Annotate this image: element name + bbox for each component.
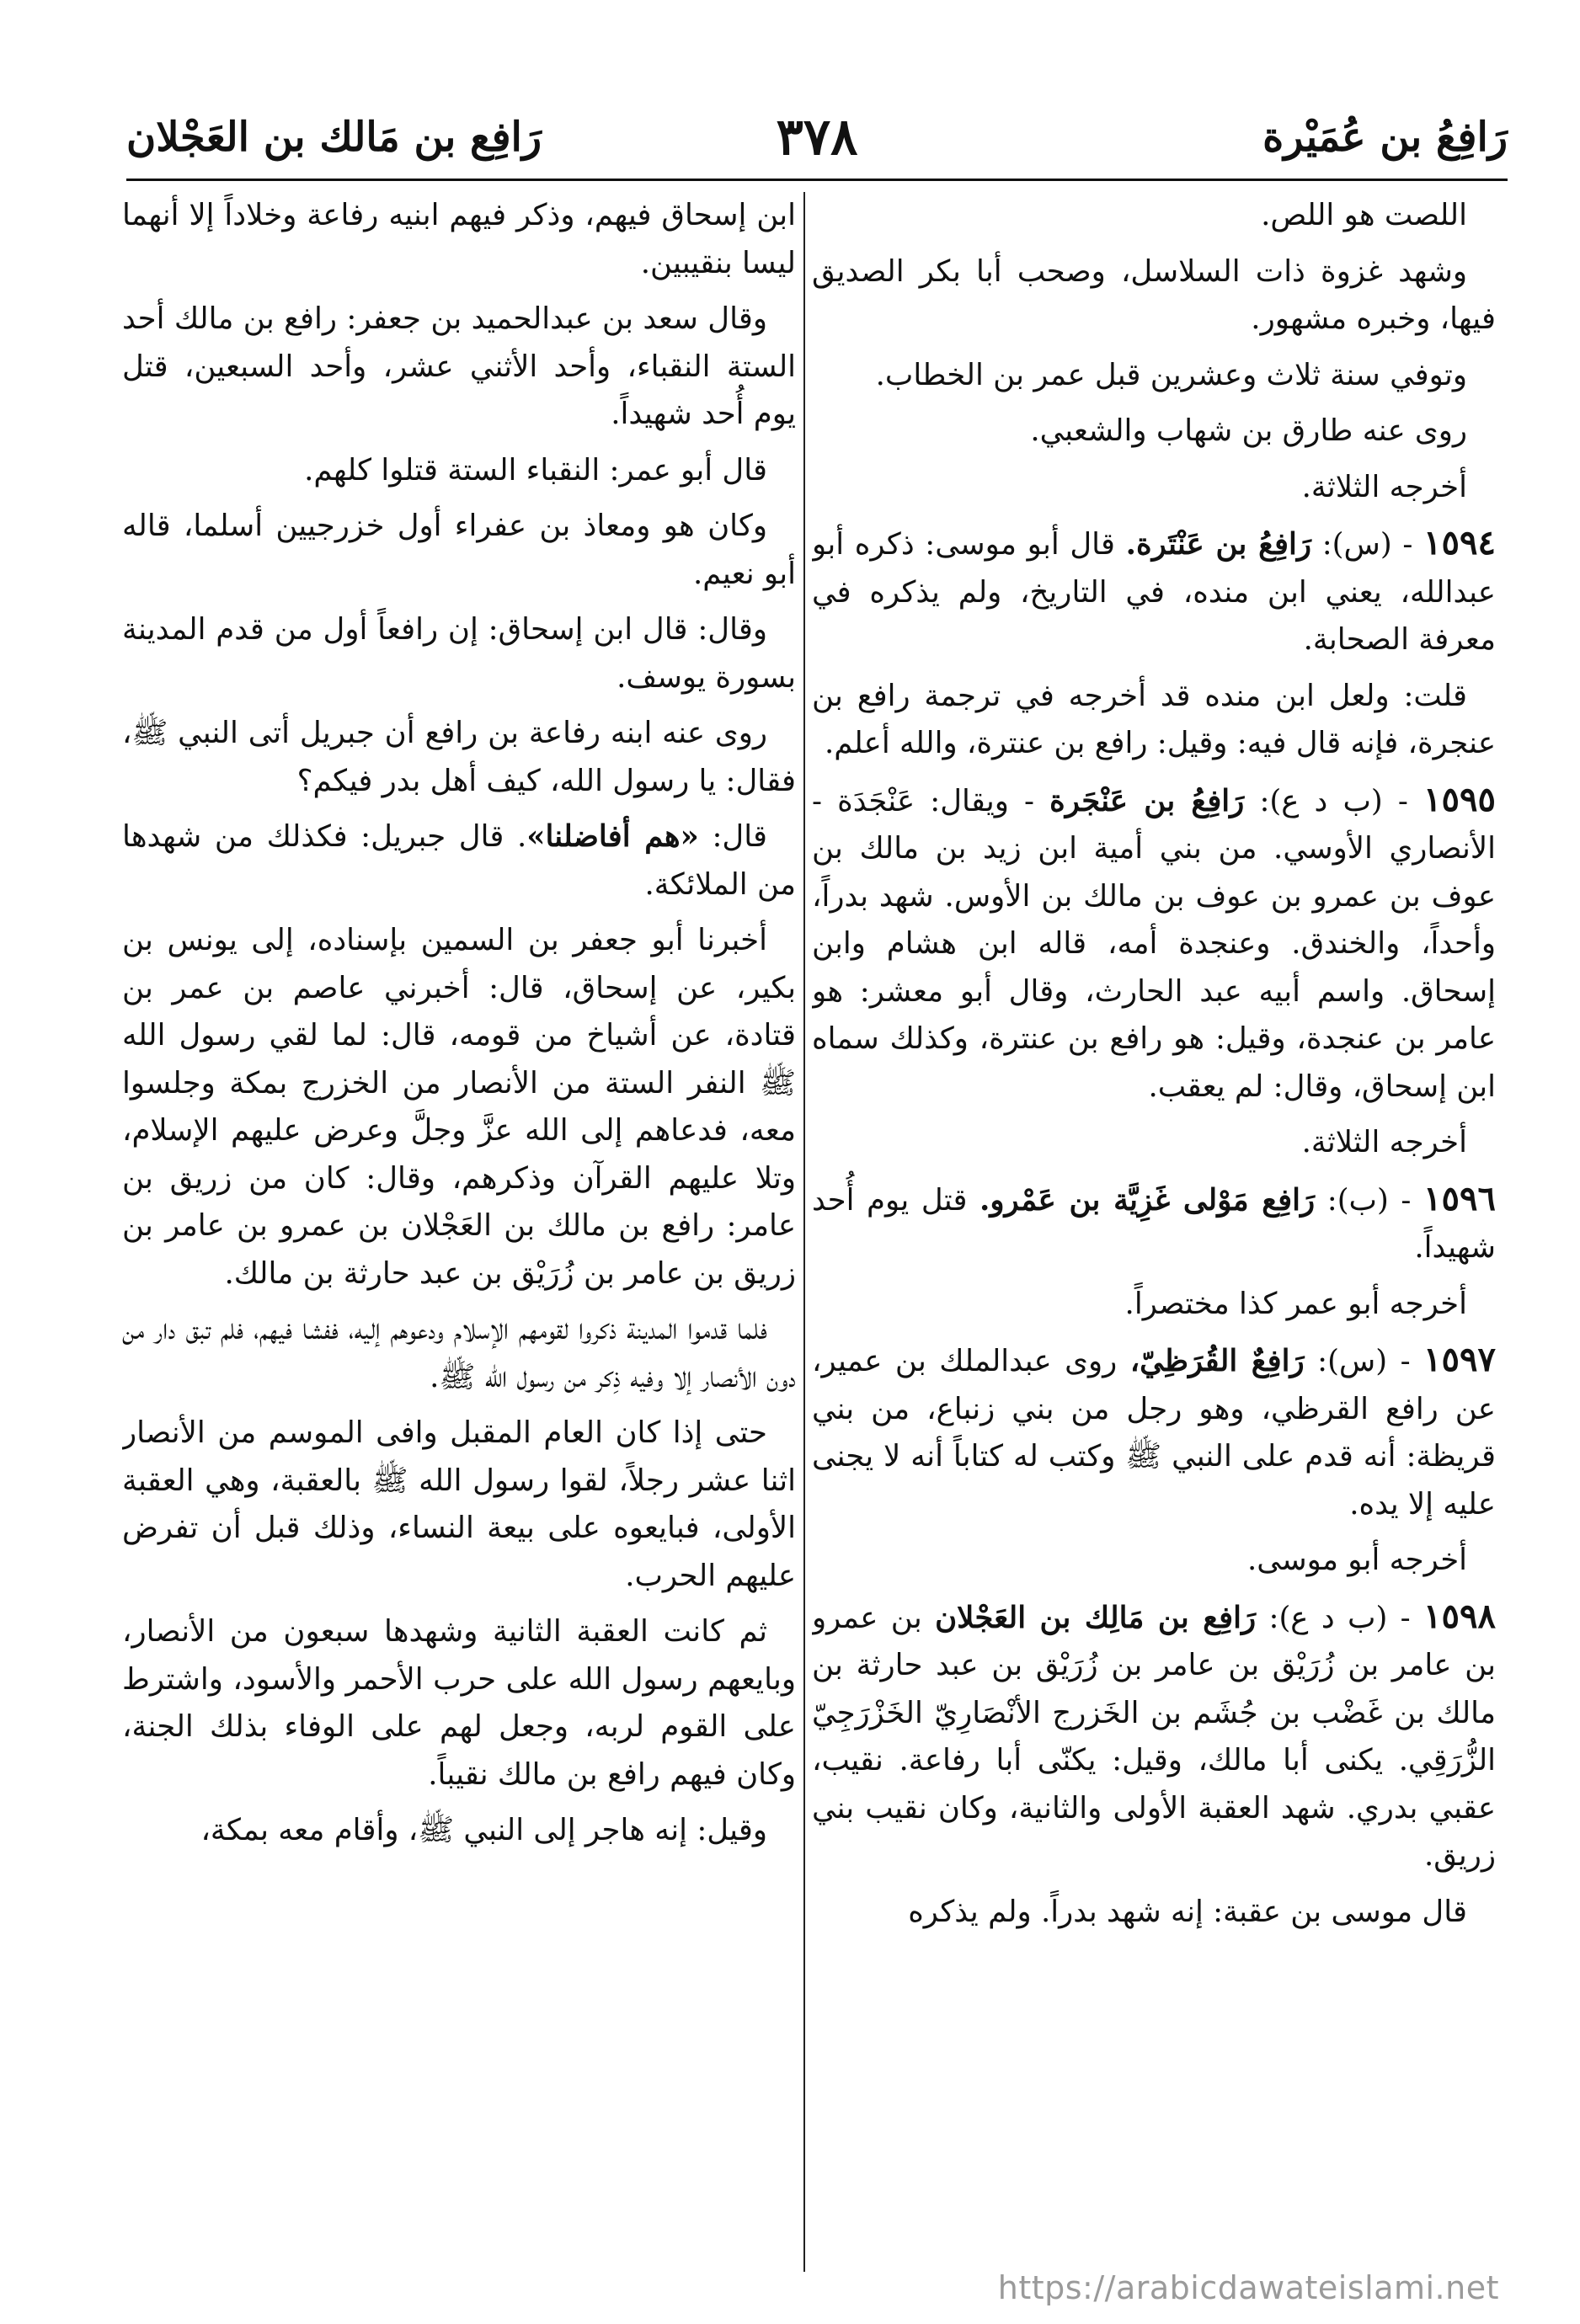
- page-number: ٣٧٨: [776, 108, 858, 167]
- entry-name: رَافِعُ بن عَنْتَرة.: [1125, 527, 1312, 562]
- paragraph: وقال: قال ابن إسحاق: إن رافعاً أول من قدم المدينة بسورة يوسف.: [122, 612, 796, 695]
- right-text-column: [812, 192, 1496, 2263]
- entry-number: ١٥٩٧: [1423, 1340, 1496, 1379]
- biography-entry: [812, 1593, 1496, 1880]
- entry-sigla: - (ب د ع):: [1268, 1600, 1411, 1635]
- paragraph: اللصت هو اللص.: [1261, 198, 1467, 232]
- paragraph: أخرجه الثلاثة.: [1301, 469, 1467, 504]
- paragraph: قال أبو عمر: النقباء الستة قتلوا كلهم.: [304, 452, 767, 488]
- paragraph: فلما قدموا المدينة ذكروا لقومهم الإسلام ودعوهم إليه، ففشا فيهم، فلم تبق دار من دون الأنصار إلا وفيه ذِكر من رسول الله ﷺ.: [122, 1312, 796, 1394]
- paragraph: روى عنه طارق بن شهاب والشعبي.: [1030, 413, 1467, 448]
- paragraph: أخبرنا أبو جعفر بن السمين بإسناده، إلى يونس بن بكير، عن إسحاق، قال: أخبرني عاصم بن عمر بن قتادة، عن أشياخ من قومه، قال: لما لقي رسول الله ﷺ النفر الستة من الأنصار من الخزرج بمكة وجلسوا معه، فدعاهم إلى الله عزَّ وجلَّ وعرض عليهم الإسلام، وتلا عليهم القرآن وذكرهم، وقال: كان من زريق بن عامر: رافع بن مالك بن العَجْلان بن عمرو بن عامر بن زريق بن عامر بن زُرَيْق بن عبد حارثة بن مالك.: [122, 923, 796, 1291]
- entry-number: ١٥٩٤: [1423, 523, 1496, 562]
- paragraph: حتى إذا كان العام المقبل وافى الموسم من الأنصار اثنا عشر رجلاً، لقوا رسول الله ﷺ بالعقبة، وهي العقبة الأولى، فبايعوه على بيعة النساء، وذلك قبل أن تفرض عليهم الحرب.: [122, 1415, 796, 1593]
- entry-name: رَافِع بن مَالِك بن العَجْلان: [935, 1600, 1257, 1635]
- entry-name: رَافِعُ بن عَنْجَرة: [1049, 783, 1245, 818]
- biography-entry: [812, 1336, 1496, 1528]
- hadith-quote: «هم أفاضلنا»: [526, 819, 699, 854]
- paragraph: أخرجه الثلاثة.: [1301, 1125, 1467, 1159]
- paragraph: [122, 813, 796, 909]
- entry-number: ١٥٩٦: [1423, 1178, 1496, 1218]
- entry-name: رَافِعٌ القُرَظِيّ،: [1129, 1344, 1305, 1378]
- paragraph: قلت: ولعل ابن منده قد أخرجه في ترجمة رافع بن عنجرة، فإنه قال فيه: وقيل: رافع بن عنترة، والله أعلم.: [812, 678, 1496, 760]
- paragraph: وقال سعد بن عبدالحميد بن جعفر: رافع بن مالك أحد الستة النقباء، وأحد الأثني عشر، وأحد السبعين، قتل يوم أُحد شهيداً.: [122, 301, 796, 431]
- header-right-title: رَافِعُ بن عُمَيْرة: [1262, 114, 1508, 161]
- column-divider: [803, 192, 805, 2272]
- entry-sigla: - (ب د ع):: [1259, 783, 1408, 818]
- paragraph: أخرجه أبو عمر كذا مختصراً.: [1124, 1286, 1467, 1321]
- entry-number: ١٥٩٥: [1423, 779, 1496, 819]
- biography-entry: [812, 776, 1496, 1111]
- entry-text: قال أبو موسى: ذكره أبو عبدالله، يعني ابن منده، في التاريخ، ولم يذكره في معرفة الصحابة.: [812, 527, 1496, 657]
- entry-name: رَافِع مَوْلى غَزِيَّة بن عَمْرو.: [979, 1182, 1316, 1218]
- entry-sigla: - (س):: [1317, 1344, 1411, 1378]
- entry-sigla: - (ب):: [1326, 1182, 1412, 1218]
- left-text-column: [122, 192, 796, 2263]
- paragraph: وقيل: إنه هاجر إلى النبي ﷺ، وأقام معه بمكة،: [200, 1813, 767, 1847]
- entry-text: بن عمرو بن عامر بن زُرَيْق بن عامر بن زُرَيْق بن عبد حارثة بن مالك بن غَضْب بن جُشَم بن الخَزرج الأنْصَارِيّ الخَزْرَجِيّ الزُّرَقِي. يكنى أبا مالك، وقيل: يكنّى أبا رفاعة. نقيب، عقبي بدري. شهد العقبة الأولى والثانية، وكان نقيب بني زريق.: [812, 1600, 1496, 1873]
- paragraph: وكان هو ومعاذ بن عفراء أول خزرجيين أسلما، قاله أبو نعيم.: [122, 509, 796, 591]
- entry-text: قتل يوم أُحد شهيداً.: [812, 1182, 1496, 1265]
- running-header: [126, 99, 1508, 175]
- paragraph: وتوفي سنة ثلاث وعشرين قبل عمر بن الخطاب.: [875, 357, 1467, 392]
- paragraph: روى عنه ابنه رفاعة بن رافع أن جبريل أتى النبي ﷺ، فقال: يا رسول الله، كيف أهل بدر فيكم؟: [122, 716, 796, 798]
- paragraph-text: . قال جبريل: فكذلك من شهدها من الملائكة.: [122, 819, 796, 902]
- paragraph: أخرجه أبو موسى.: [1247, 1543, 1467, 1577]
- biography-entry: [812, 1175, 1496, 1272]
- paragraph: قال موسى بن عقبة: إنه شهد بدراً. ولم يذكره: [908, 1894, 1467, 1929]
- watermark-url: https://arabicdawateislami.net: [997, 2269, 1499, 2306]
- paragraph-text: قال:: [698, 819, 767, 854]
- header-left-title: رَافِع بن مَالك بن العَجْلان: [126, 114, 542, 161]
- entry-number: ١٥٩٨: [1423, 1596, 1496, 1636]
- entry-text: روى عبدالملك بن عمير، عن رافع القرظي، وهو رجل من بني زنباع، من بني قريظة: أنه قدم على النبي ﷺ وكتب له كتاباً أنه لا يجنى عليه إلا يده.: [812, 1344, 1496, 1522]
- entry-sigla: - (س):: [1321, 527, 1413, 562]
- paragraph: ثم كانت العقبة الثانية وشهدها سبعون من الأنصار، وبايعهم رسول الله على حرب الأحمر والأسود، واشترط على القوم لربه، وجعل لهم على الوفاء بذلك الجنة، وكان فيهم رافع بن مالك نقيباً.: [122, 1614, 796, 1792]
- paragraph: ابن إسحاق فيهم، وذكر فيهم ابنيه رفاعة وخلاداً إلا أنهما ليسا بنقيبين.: [122, 198, 796, 280]
- biography-entry: [812, 520, 1496, 664]
- paragraph: وشهد غزوة ذات السلاسل، وصحب أبا بكر الصديق فيها، وخبره مشهور.: [812, 253, 1496, 336]
- entry-text: - ويقال: عَنْجَدَة - الأنصاري الأوسي. من بني أمية ابن زيد بن مالك بن عوف بن عمرو بن عوف بن مالك بن الأوس. شهد بدراً، وأحداً، والخندق. وعنجدة أمه، قاله ابن هشام وابن إسحاق. واسم أبيه عبد الحارث، وقال أبو معشر: هو عامر بن عنجدة، وقيل: هو رافع بن عنترة، وكذلك سماه ابن إسحاق، وقال: لم يعقب.: [812, 783, 1496, 1104]
- header-rule: [126, 179, 1508, 181]
